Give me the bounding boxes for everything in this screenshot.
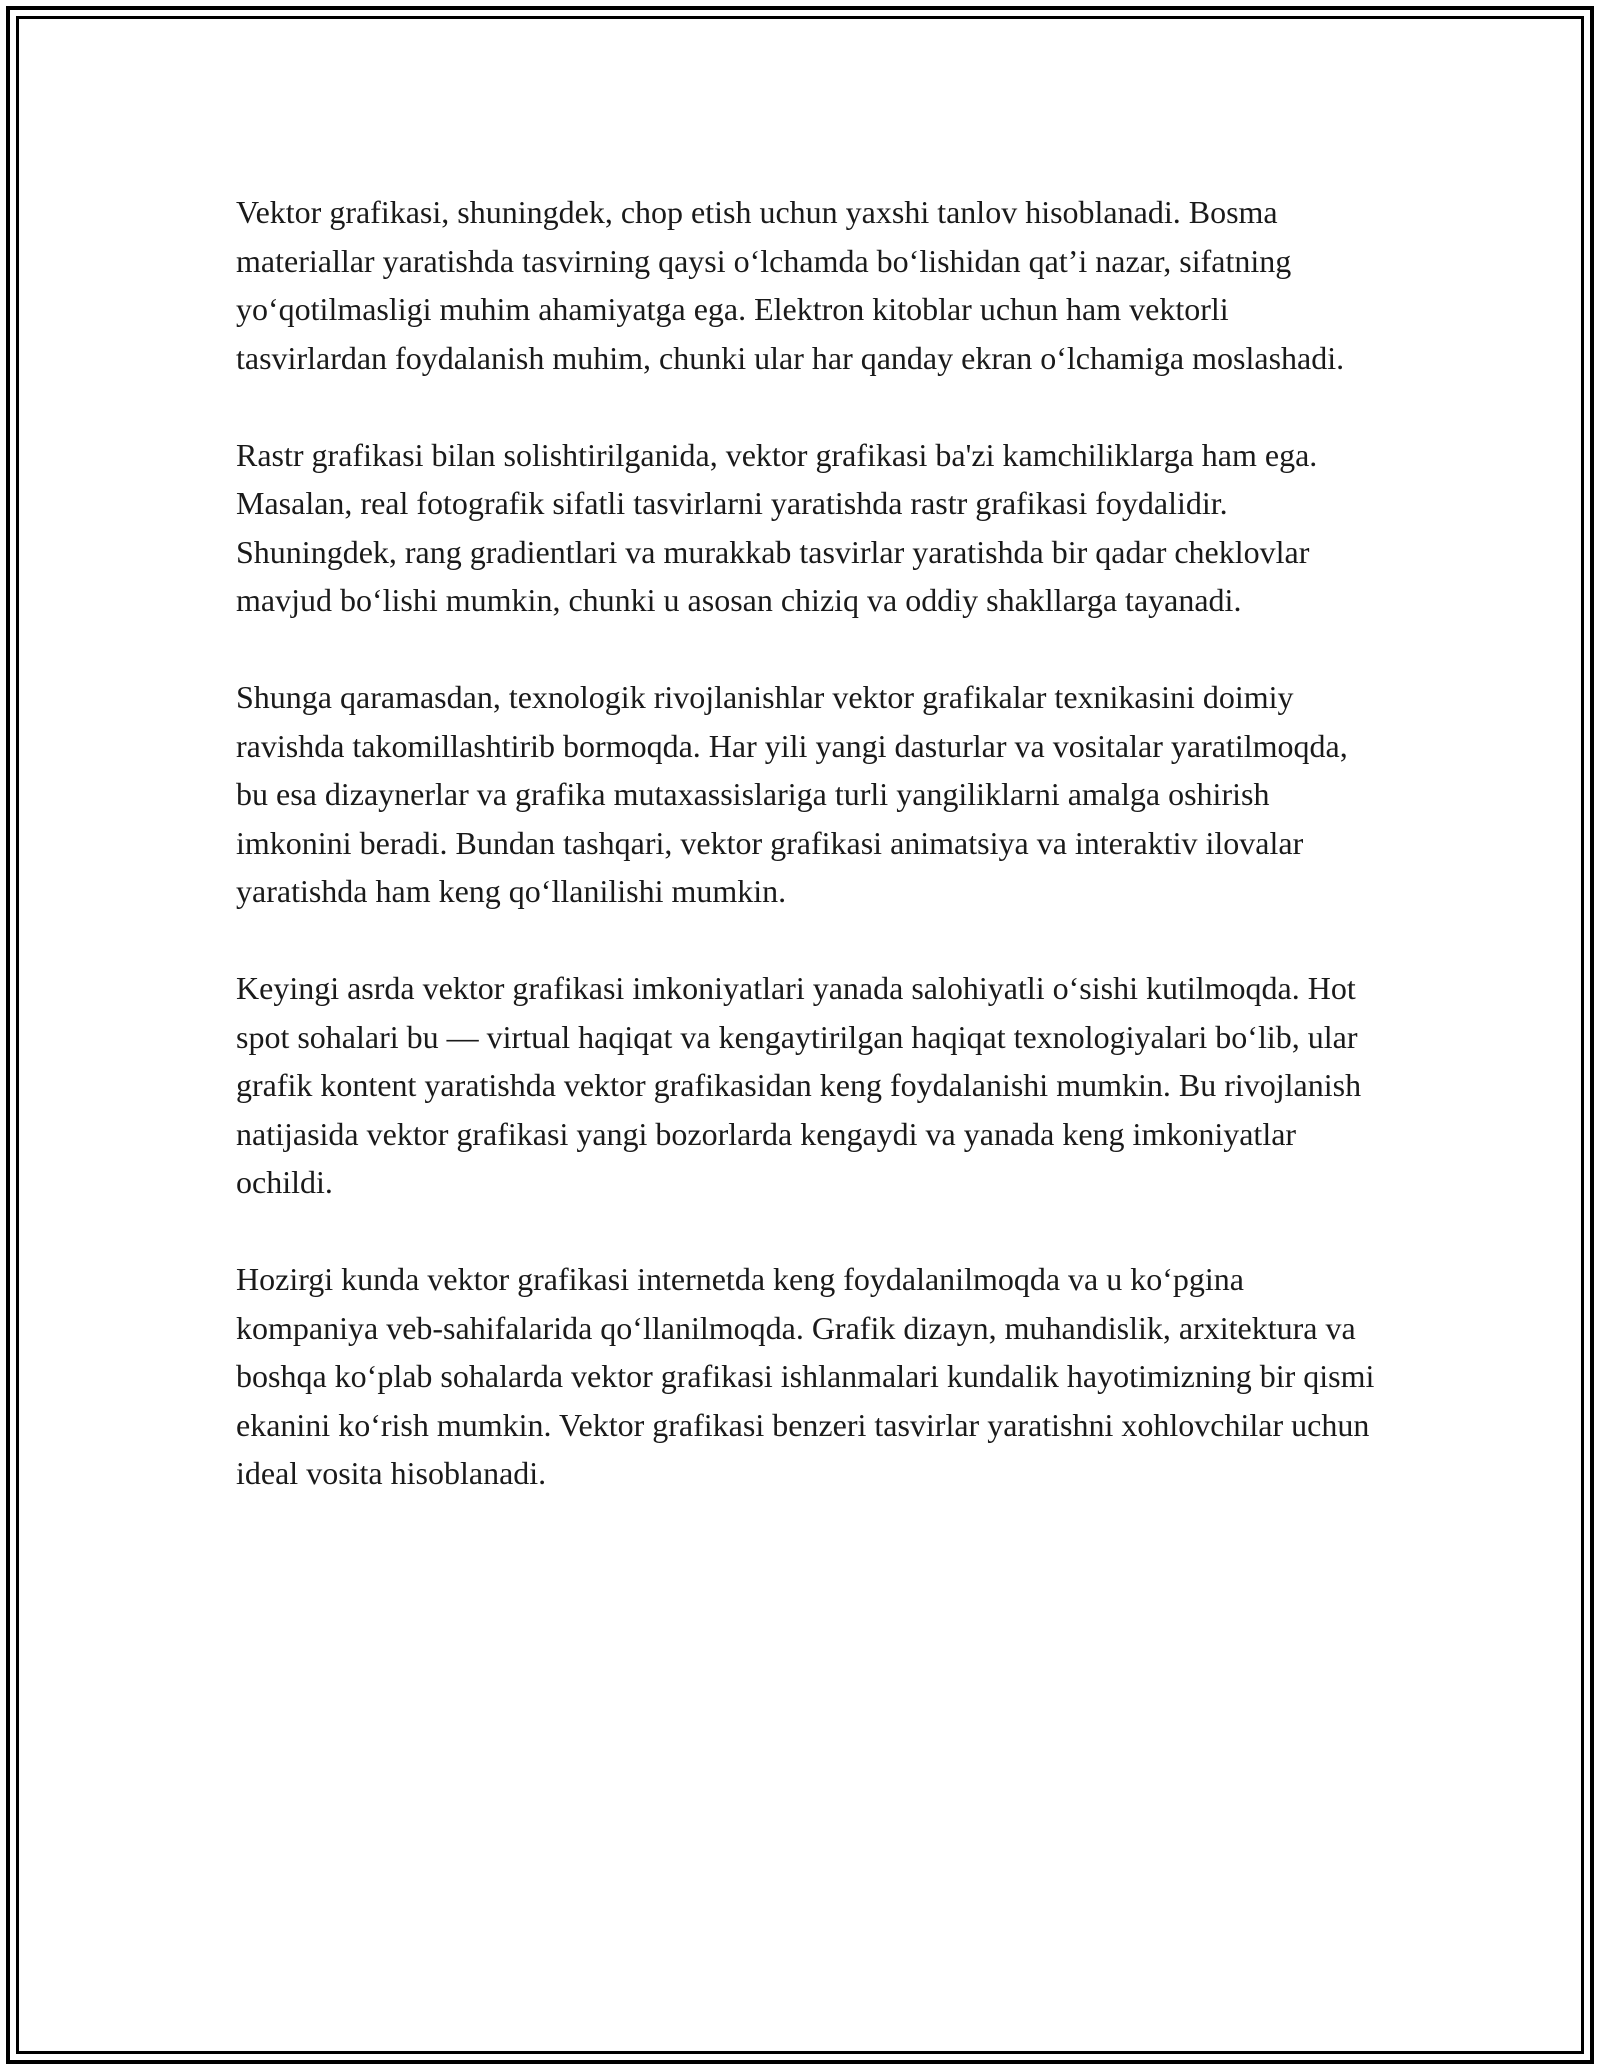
document-body — [236, 188, 1376, 1546]
paragraph-4: Keyingi asrda vektor grafikasi imkoniyatlari yanada salohiyatli o‘sishi kutilmoqda. Hot spot sohalari bu — virtual haqiqat va kengaytirilgan haqiqat texnologiyalari bo‘lib, ular grafik kontent yaratishda vektor grafikasidan keng foydalanishi mumkin. Bu rivojlanish natijasida vektor grafikasi yangi bozorlarda kengaydi va yanada keng imkoniyatlar ochildi. — [236, 970, 1362, 1200]
paragraph-5: Hozirgi kunda vektor grafikasi internetda keng foydalanilmoqda va u ko‘pgina kompaniya veb-sahifalarida qo‘llanilmoqda. Grafik dizayn, muhandislik, arxitektura va boshqa ko‘plab sohalarda vektor grafikasi ishlanmalari kundalik hayotimizning bir qismi ekanini ko‘rish mumkin. Vektor grafikasi benzeri tasvirlar yaratishni xohlovchilar uchun ideal vosita hisoblanadi. — [236, 1261, 1375, 1491]
paragraph-2: Rastr grafikasi bilan solishtirilganida, vektor grafikasi ba'zi kamchiliklarga ham ega. Masalan, real fotografik sifatli tasvirlarni yaratishda rastr grafikasi foydalidir. Shuningdek, rang gradientlari va murakkab tasvirlar yaratishda bir qadar cheklovlar mavjud bo‘lishi mumkin, chunki u asosan chiziq va oddiy shakllarga tayanadi. — [236, 436, 1318, 618]
paragraph-1: Vektor grafikasi, shuningdek, chop etish uchun yaxshi tanlov hisoblanadi. Bosma materiallar yaratishda tasvirning qaysi o‘lchamda bo‘lishidan qat’i nazar, sifatning yo‘qotilmasligi muhim ahamiyatga ega. Elektron kitoblar uchun ham vektorli tasvirlardan foydalanish muhim, chunki ular har qanday ekran o‘lchamiga moslashadi. — [236, 194, 1345, 376]
paragraph-3: Shunga qaramasdan, texnologik rivojlanishlar vektor grafikalar texnikasini doimiy ravishda takomillashtirib bormoqda. Har yili yangi dasturlar va vositalar yaratilmoqda, bu esa dizaynerlar va grafika mutaxassislariga turli yangiliklarni amalga oshirish imkonini beradi. Bundan tashqari, vektor grafikasi animatsiya va interaktiv ilovalar yaratishda ham keng qo‘llanilishi mumkin. — [236, 679, 1348, 909]
